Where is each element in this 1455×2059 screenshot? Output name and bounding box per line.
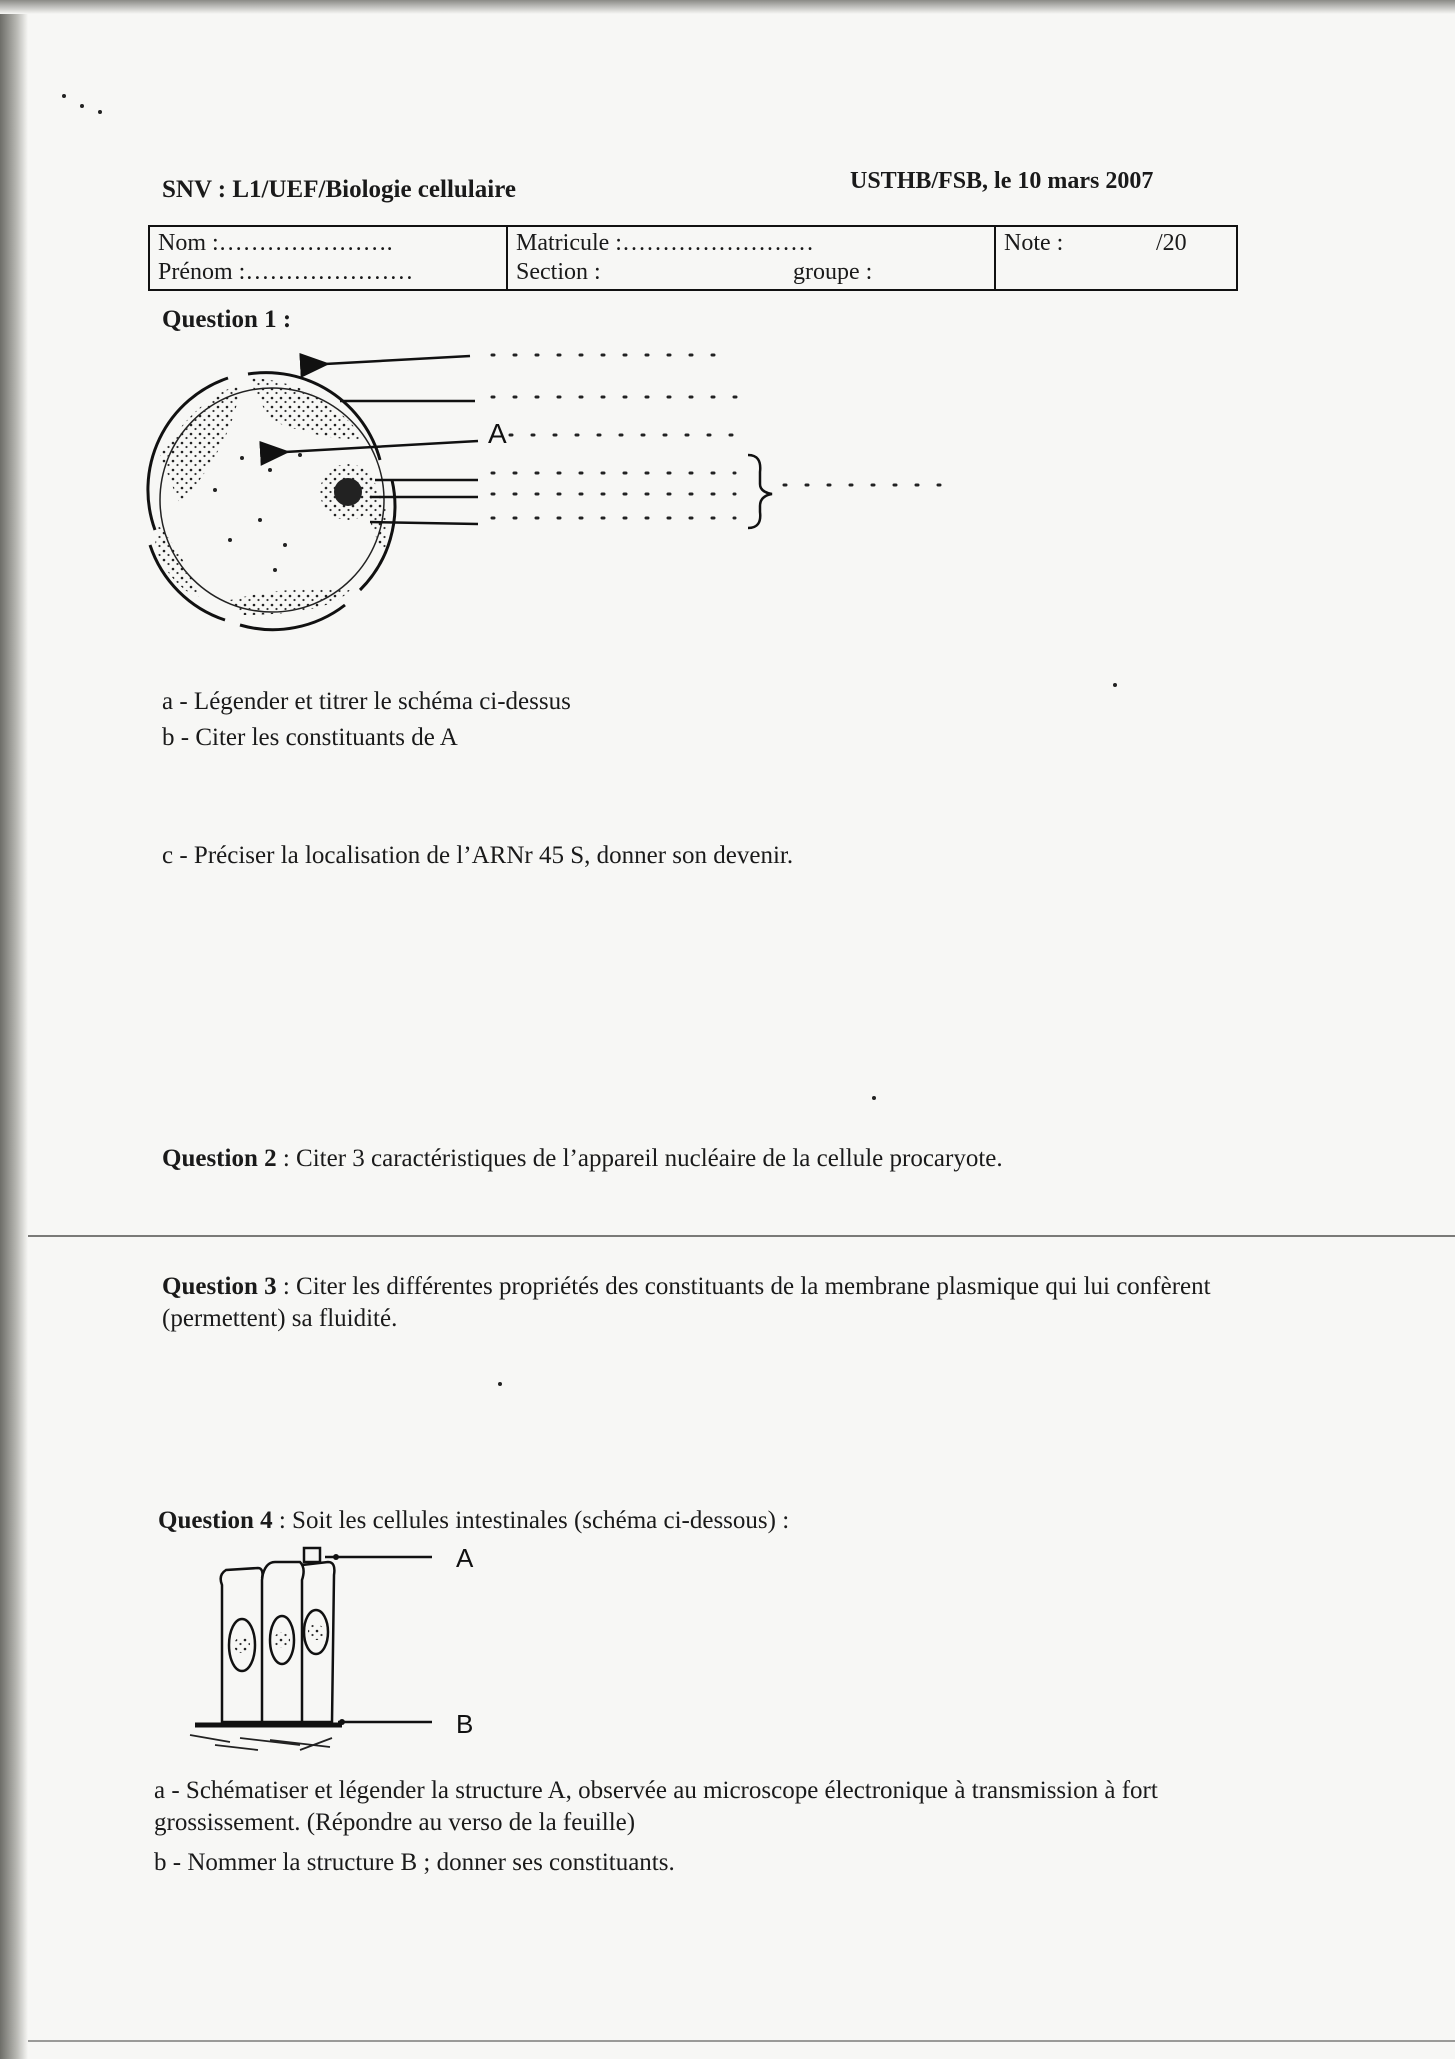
nucleus-label-a: A (488, 418, 507, 449)
section-field[interactable]: Section : (516, 259, 601, 285)
nom-field[interactable]: Nom :…………………. (158, 230, 393, 256)
question3 (162, 1271, 1292, 1335)
institution-date: USTHB/FSB, le 10 mars 2007 (850, 168, 1154, 194)
prenom-field[interactable]: Prénom :………………… (158, 259, 414, 285)
question1-label: Question 1 : (162, 306, 292, 333)
question4-a: a - Schématiser et légender la structure A, observée au microscope électronique à transmission à fort grossissement. (Répondre au verso de la feuille) (154, 1777, 1158, 1836)
question1-a: a - Légender et titrer le schéma ci-dessus (162, 688, 571, 715)
note-label: Note : (1004, 230, 1064, 256)
nucleus-diagram (148, 373, 395, 630)
question4-b: b - Nommer la structure B ; donner ses constituants. (154, 1849, 675, 1876)
question2-text: : Citer 3 caractéristiques de l’appareil nucléaire de la cellule procaryote. (276, 1145, 1003, 1172)
question4-label: Question 4 (158, 1507, 273, 1534)
cells-label-b: B (456, 1709, 474, 1739)
question4 (158, 1505, 789, 1537)
question4-text: : Soit les cellules intestinales (schéma ci-dessous) : (272, 1507, 790, 1534)
nucleus-dotted-lines (492, 355, 945, 518)
question3-text: : Citer les différentes propriétés des constituants de la membrane plasmique qui lui confèrent (permettent) sa fluidité. (162, 1273, 1211, 1332)
question2 (162, 1143, 1003, 1175)
groupe-field[interactable]: groupe : (793, 259, 873, 285)
course-header: SNV : L1/UEF/Biologie cellulaire (162, 176, 516, 203)
question3-label: Question 3 (162, 1273, 277, 1300)
question2-label: Question 2 (162, 1145, 277, 1172)
question1-b: b - Citer les constituants de A (162, 724, 458, 751)
cells-label-a: A (456, 1543, 474, 1573)
question1-c: c - Préciser la localisation de l’ARNr 45 S, donner son devenir. (162, 842, 794, 869)
note-value: /20 (1156, 230, 1187, 256)
matricule-field[interactable]: Matricule :…………………… (516, 230, 814, 256)
